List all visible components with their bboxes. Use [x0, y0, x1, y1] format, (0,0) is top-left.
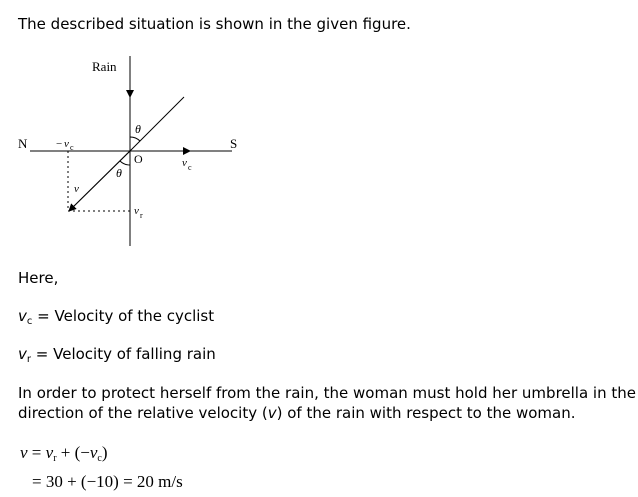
- eq1-vr: v: [45, 443, 54, 462]
- origin-label: O: [134, 152, 143, 166]
- vc-symbol: v: [182, 157, 187, 169]
- south-label: S: [230, 136, 238, 151]
- equation-line-1: [20, 443, 108, 463]
- vc-symbol-text: v: [18, 307, 27, 325]
- vr-symbol: v: [134, 205, 139, 217]
- paragraph-v: v: [267, 404, 277, 422]
- eq1-equals: =: [27, 443, 46, 462]
- vr-symbol-text: v: [18, 345, 27, 363]
- intro-text: The described situation is shown in the given figure.: [18, 15, 411, 33]
- definition-vc: [18, 306, 214, 326]
- paragraph-part-1: In order to protect herself from the rain, the woman must hold her umbrella in the direction of the relative velocity (: [18, 384, 636, 422]
- eq1-vr-sub: r: [53, 453, 57, 464]
- relative-velocity-arrow: [69, 151, 130, 211]
- v-label: v: [74, 183, 79, 195]
- eq1-v: v: [20, 443, 28, 462]
- neg-vc-symbol: v: [64, 138, 69, 150]
- theta-top-label: θ: [135, 122, 141, 136]
- angle-arc-top: [130, 137, 140, 141]
- north-label: N: [18, 136, 28, 151]
- theta-bottom-label: θ: [116, 166, 122, 180]
- neg-vc-minus: −: [56, 138, 63, 150]
- neg-vc-sub: c: [70, 143, 74, 152]
- explanation-paragraph: [18, 383, 638, 423]
- vr-sub: r: [140, 211, 143, 220]
- equation-line-2: = 30 + (−10) = 20 m/s: [32, 472, 183, 491]
- paragraph-part-2: ) of the rain with respect to the woman.: [276, 404, 576, 422]
- eq1-plus: + (−: [56, 443, 90, 462]
- rain-label: Rain: [92, 59, 117, 74]
- vr-subscript: r: [26, 354, 32, 365]
- angle-arc-bottom: [120, 161, 130, 165]
- eq1-vc-sub: c: [97, 453, 102, 464]
- vc-subscript: c: [26, 316, 33, 327]
- vc-definition: = Velocity of the cyclist: [32, 307, 215, 325]
- here-text: Here,: [18, 269, 59, 287]
- vr-definition: = Velocity of falling rain: [31, 345, 216, 363]
- eq1-vc: v: [89, 443, 98, 462]
- eq1-close: ): [101, 443, 108, 462]
- vc-sub: c: [188, 163, 192, 172]
- definition-vr: [18, 344, 216, 364]
